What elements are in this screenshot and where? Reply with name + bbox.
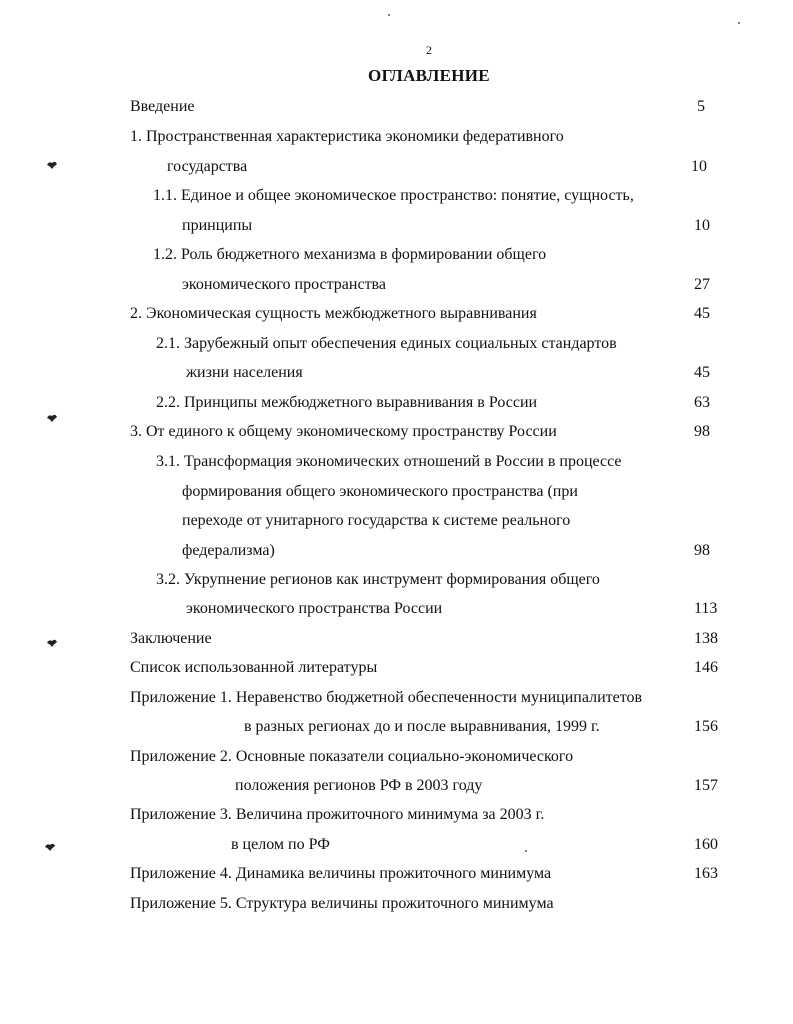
toc-entry-text: экономического пространства России <box>186 600 443 617</box>
scan-speck <box>388 14 390 16</box>
toc-entry-text: 2.2. Принципы межбюджетного выравнивания в России <box>156 394 538 411</box>
binder-hole-icon <box>46 638 56 646</box>
toc-entry-text: Введение <box>130 98 195 115</box>
toc-entry-text: 3.1. Трансформация экономических отношений в России в процессе <box>156 453 622 470</box>
toc-entry-page: 27 <box>694 276 710 293</box>
toc-entry-page: 160 <box>694 836 718 853</box>
toc-entry-text: Приложение 5. Структура величины прожиточного минимума <box>130 895 554 912</box>
toc-entry-text: 1.1. Единое и общее экономическое пространство: понятие, сущность, <box>153 187 634 204</box>
binder-hole-icon <box>44 842 54 850</box>
page-title: ОГЛАВЛЕНИЕ <box>368 66 490 85</box>
toc-entry-text: федерализма) <box>182 542 275 559</box>
toc-entry-text: 2.1. Зарубежный опыт обеспечения единых социальных стандартов <box>156 335 617 352</box>
scan-speck <box>525 850 527 852</box>
toc-entry-text: формирования общего экономического пространства (при <box>182 483 578 500</box>
toc-entry-page: 156 <box>694 718 718 735</box>
toc-entry-text: в целом по РФ <box>231 836 330 853</box>
toc-entry-text: Список использованной литературы <box>130 659 378 676</box>
toc-entry-page: 146 <box>694 659 718 676</box>
toc-entry-text: 3.2. Укрупнение регионов как инструмент формирования общего <box>156 571 600 588</box>
toc-entry-page: 157 <box>694 777 718 794</box>
toc-entry-text: Приложение 1. Неравенство бюджетной обеспеченности муниципалитетов <box>130 689 643 706</box>
toc-entry-page: 63 <box>694 394 710 411</box>
toc-entry-text: 3. От единого к общему экономическому пространству России <box>130 423 557 440</box>
toc-entry-text: положения регионов РФ в 2003 году <box>235 777 483 794</box>
toc-entry-page: 98 <box>694 423 710 440</box>
toc-entry-text: Заключение <box>130 630 212 647</box>
toc-entry-text: Приложение 2. Основные показатели социально-экономического <box>130 748 574 765</box>
toc-entry-text: жизни населения <box>186 364 303 381</box>
toc-entry-text: 1.2. Роль бюджетного механизма в формировании общего <box>153 246 547 263</box>
toc-entry-text: переходе от унитарного государства к системе реального <box>182 512 571 529</box>
binder-hole-icon <box>46 160 56 168</box>
toc-entry-page: 163 <box>694 865 718 882</box>
toc-entry-page: 98 <box>694 542 710 559</box>
toc-entry-page: 113 <box>694 600 718 617</box>
toc-entry-page: 45 <box>694 364 710 381</box>
toc-entry-text: государства <box>167 158 248 175</box>
toc-entry-text: Приложение 4. Динамика величины прожиточного минимума <box>130 865 552 882</box>
toc-entry-page: 45 <box>694 305 710 322</box>
toc-entry-text: в разных регионах до и после выравнивания, 1999 г. <box>244 718 600 735</box>
toc-entry-text: экономического пространства <box>182 276 386 293</box>
toc-entry-text: 2. Экономическая сущность межбюджетного выравнивания <box>130 305 537 322</box>
toc-entry-text: принципы <box>182 217 253 234</box>
toc-entry-page: 138 <box>694 630 718 647</box>
page-number: 2 <box>426 43 432 57</box>
toc-entry-text: 1. Пространственная характеристика экономики федеративного <box>130 128 564 145</box>
toc-entry-text: Приложение 3. Величина прожиточного минимума за 2003 г. <box>130 806 545 823</box>
toc-entry-page: 5 <box>697 98 705 115</box>
binder-hole-icon <box>46 413 56 421</box>
toc-entry-page: 10 <box>694 217 710 234</box>
scan-speck <box>738 22 740 24</box>
toc-entry-page: 10 <box>691 158 707 175</box>
